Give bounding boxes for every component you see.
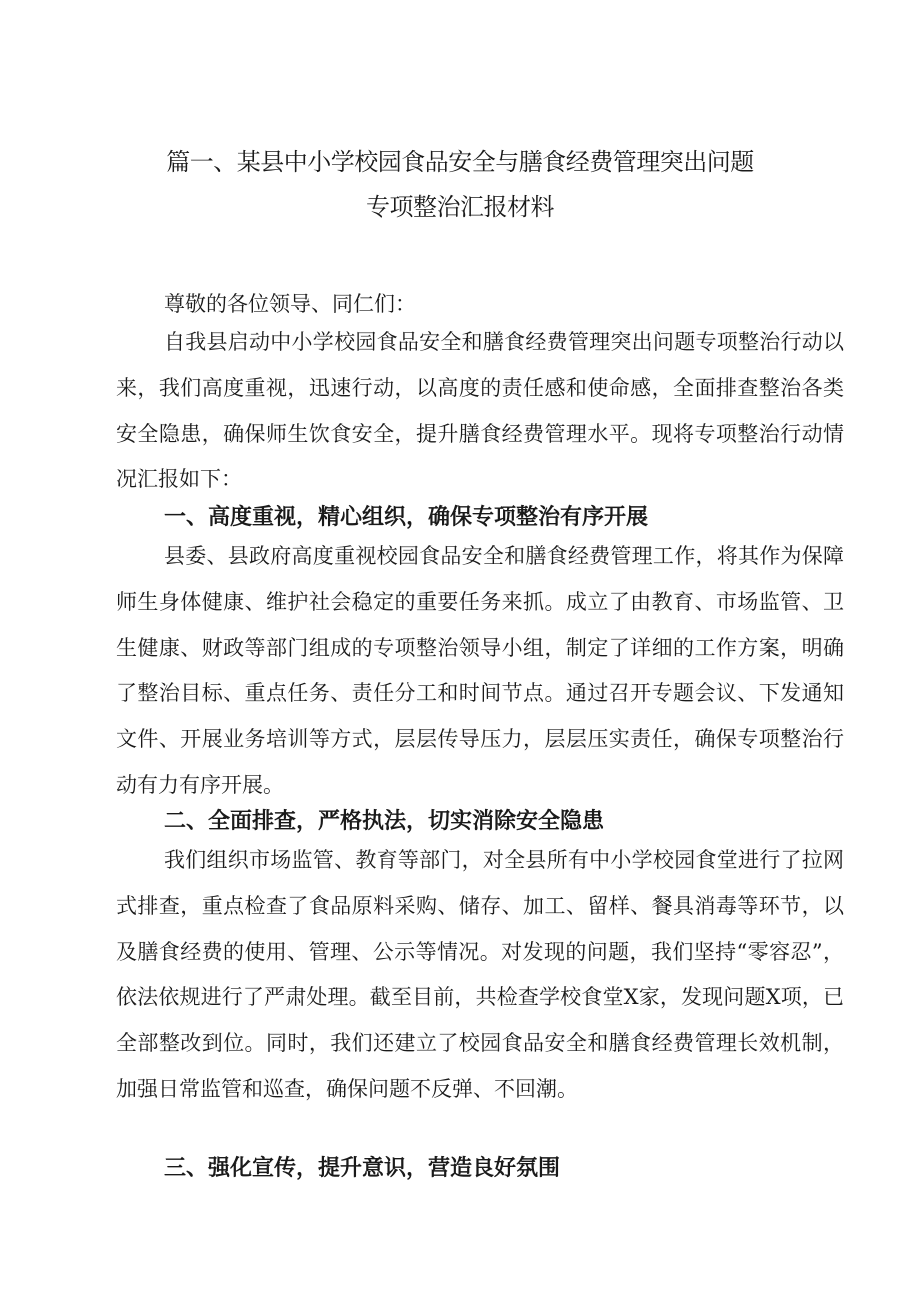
intro-paragraph: 自我县启动中小学校园食品安全和膳食经费管理突出问题专项整治行动以来，我们高度重视，迅速行动，以高度的责任感和使命感，全面排查整治各类安全隐患，确保师生饮食安全，提升膳食经费管理水平。现将专项整治行动情况汇报如下：: [116, 330, 844, 492]
salutation: 尊敬的各位领导、同仁们：: [164, 292, 416, 316]
section-2-heading: 二、全面排查，严格执法，切实消除安全隐患: [164, 809, 605, 834]
section-1-heading: 一、高度重视，精心组织，确保专项整治有序开展: [164, 505, 649, 530]
section-1-paragraph: 县委、县政府高度重视校园食品安全和膳食经费管理工作，将其作为保障师生身体健康、维护社会稳定的重要任务来抓。成立了由教育、市场监管、卫生健康、财政等部门组成的专项整治领导小组，制定了详细的工作方案，明确了整治目标、重点任务、责任分工和时间节点。通过召开专题会议、下发通知文件、开展业务培训等方式，层层传导压力，层层压实责任，确保专项整治行动有力有序开展。: [116, 544, 844, 797]
document-title-line-1: 篇一、某县中小学校园食品安全与膳食经费管理突出问题: [166, 148, 754, 176]
section-2-paragraph: 我们组织市场监管、教育等部门，对全县所有中小学校园食堂进行了拉网式排查，重点检查了食品原料采购、储存、加工、留样、餐具消毒等环节，以及膳食经费的使用、管理、公示等情况。对发现的问题，我们坚持“零容忍”，依法依规进行了严肃处理。截至目前，共检查学校食堂X家，发现问题X项，已全部整改到位。同时，我们还建立了校园食品安全和膳食经费管理长效机制，加强日常监管和巡查，确保问题不反弹、不回潮。: [116, 848, 844, 1101]
document-title-line-2: 专项整治汇报材料: [366, 193, 554, 221]
section-3-heading: 三、强化宣传，提升意识，营造良好氛围: [164, 1156, 561, 1181]
